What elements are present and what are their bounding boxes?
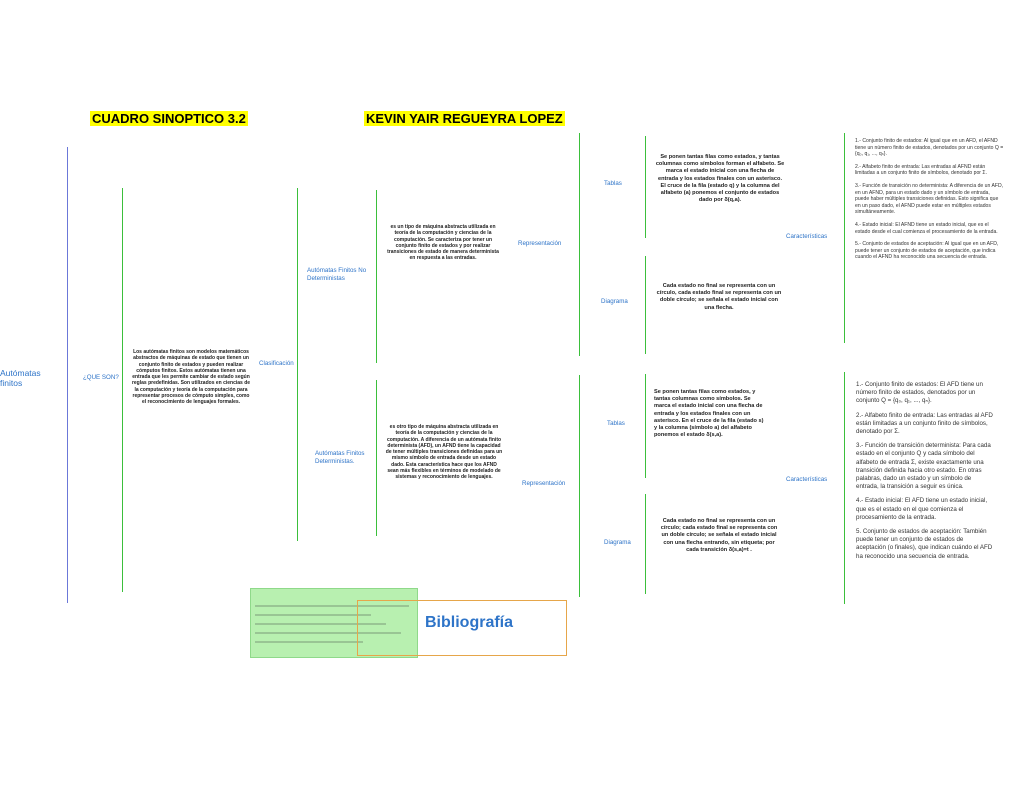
afd-bracket bbox=[376, 380, 377, 536]
afnd-representacion-bracket bbox=[579, 133, 580, 356]
author-name: KEVIN YAIR REGUEYRA LOPEZ bbox=[366, 111, 563, 126]
afd-diagrama-bracket bbox=[645, 494, 646, 594]
afnd-tablas-label: Tablas bbox=[604, 180, 622, 187]
document-title: CUADRO SINOPTICO 3.2 bbox=[92, 111, 246, 126]
afnd-caracteristica-1: 1.- Conjunto finito de estados: Al igual que en un AFD, el AFND tiene un número finito de estados, denotados por un conjunto Q = {q₀, q₁, ..., qₙ}. bbox=[855, 138, 1004, 158]
afnd-tablas-bracket bbox=[645, 136, 646, 238]
afd-label: Autómatas Finitos Deterministas. bbox=[315, 450, 365, 465]
afd-caracteristica-4: 4.- Estado inicial: El AFD tiene un estado inicial, que es el estado en el que comienza el procesamiento de la entrada. bbox=[856, 497, 988, 521]
root-node-automatas-finitos: Autómatas finitos bbox=[0, 368, 41, 388]
afd-caracteristica-1: 1.- Conjunto finito de estados: El AFD tiene un número finito de estados, denotados por un conjunto Q = {q₀, q₁, ..., qₙ}. bbox=[856, 381, 983, 405]
que-son-label: ¿QUE SON? bbox=[83, 374, 119, 381]
clasificacion-bracket bbox=[297, 188, 298, 541]
afd-diagrama-label: Diagrama bbox=[604, 539, 631, 546]
afnd-representacion-label: Representación bbox=[518, 240, 562, 247]
afnd-caracteristicas-bracket bbox=[844, 133, 845, 343]
afnd-bracket bbox=[376, 190, 377, 363]
afd-tablas-text: Se ponen tantas filas como estados, y tantas columnas como símbolos. Se marca el estado inicial con una flecha de entrada y los estados finales con un asterisco. En el cruce de la fila (estado s) y la columna (símbolo a) del alfabeto ponemos el estado δ(s,a). bbox=[654, 389, 764, 439]
afnd-label: Autómatas Finitos No Deterministas bbox=[307, 267, 367, 282]
afnd-diagrama-bracket bbox=[645, 256, 646, 354]
que-son-text: Los autómatas finitos son modelos matemáticos abstractos de máquinas de estado que tienen un conjunto finito de estados y pueden realizar cómputos finitos. Estos autómatas tienen una entrada que les permite cambiar de estado según reglas predefinidas. Son utilizados en ciencias de la computación y teoría de la computación para representar procesos de cómputo simples, como el reconocimiento de lenguajes formales. bbox=[131, 349, 251, 406]
afd-caracteristica-2: 2.- Alfabeto finito de entrada: Las entradas al AFD están limitadas a un conjunto finito de símbolos, denotado por Σ. bbox=[856, 411, 993, 436]
afd-representacion-bracket bbox=[579, 375, 580, 597]
afd-caracteristicas-list bbox=[856, 381, 994, 567]
afnd-description: es un tipo de máquina abstracta utilizada en teoría de la computación y ciencias de la computación. Se caracteriza por tener un conjunto finito de estados y por realizar transiciones de estado de manera determinista en respuesta a las entradas. bbox=[387, 224, 499, 262]
afd-caracteristica-5: 5. Conjunto de estados de aceptación: También puede tener un conjunto de estados de aceptación (o finales), que indican cuándo el AFD ha reconocido una secuencia de entrada. bbox=[856, 528, 993, 560]
clasificacion-label: Clasificación bbox=[259, 360, 294, 367]
afd-tablas-bracket bbox=[645, 374, 646, 478]
afd-caracteristica-3: 3.- Función de transición determinista: Para cada estado en el conjunto Q y cada símbolo del alfabeto de entrada Σ, existe exactamente una transición definida hacia otro estado. En otras palabras, dado un estado y un símbolo de entrada, la transición a seguir es única. bbox=[856, 442, 991, 491]
afd-diagrama-text: Cada estado no final se representa con un círculo; cada estado final se representa con un doble círculo; se señala el estado inicial con una flecha entrando, sin etiqueta; por cada transición δ(s,a)=t . bbox=[660, 518, 778, 553]
que-son-bracket bbox=[122, 188, 123, 592]
afnd-caracteristica-5: 5.- Conjunto de estados de aceptación: Al igual que en un AFD, puede tener un conjunto de estados de aceptación, que indica cuando el AFND ha reconocido una secuencia de entrada. bbox=[855, 241, 999, 261]
bibliography-title: Bibliografía bbox=[425, 614, 514, 631]
root-bracket bbox=[67, 147, 68, 603]
afnd-caracteristicas-list bbox=[855, 138, 1005, 267]
afnd-caracteristica-2: 2.- Alfabeto finito de entrada: Las entradas al AFND están limitadas a un conjunto finito de símbolos, denotado por Σ. bbox=[855, 163, 987, 177]
afnd-diagrama-text: Cada estado no final se representa con un círculo, cada estado final se representa con un doble círculo; se señala el estado inicial con una flecha. bbox=[656, 283, 782, 311]
afnd-diagrama-label: Diagrama bbox=[601, 298, 628, 305]
afnd-caracteristicas-label: Características bbox=[786, 233, 828, 240]
afd-tablas-label: Tablas bbox=[607, 420, 625, 427]
afnd-caracteristica-4: 4.- Estado inicial: El AFND tiene un estado inicial, que es el estado desde el cual comienza el procesamiento de la entrada. bbox=[855, 221, 998, 235]
afnd-tablas-text: Se ponen tantas filas como estados, y tantas columnas como símbolos forman el alfabeto. Se marca el estado inicial con una flecha de entrada y los estados finales con un asterisco. El cruce de la fila (estado q) y la columna del alfabeto (a) ponemos el conjunto de estados dado por δ(q,a). bbox=[655, 154, 785, 204]
afd-caracteristicas-bracket bbox=[844, 372, 845, 604]
afd-representacion-label: Representación bbox=[522, 480, 566, 487]
afd-description: es otro tipo de máquina abstracta utilizada en teoría de la computación y ciencias de la computación. A diferencia de un autómata finito determinista (AFD), un AFND tiene la capacidad de tener múltiples transiciones definidas para un mismo símbolo de entrada desde un estado dado. Esta característica hace que los AFND sean más flexibles en términos de modelado de sistemas y reconocimiento de lenguajes. bbox=[385, 424, 503, 481]
afnd-caracteristica-3: 3.- Función de transición no determinista: A diferencia de un AFD, en un AFND, para un estado dado y un símbolo de entrada, puede haber múltiples transiciones definidas. Esto significa que en un paso dado, el AFND puede estar en múltiples estados simultáneamente. bbox=[855, 182, 1004, 216]
afd-caracteristicas-label: Características bbox=[786, 476, 828, 483]
